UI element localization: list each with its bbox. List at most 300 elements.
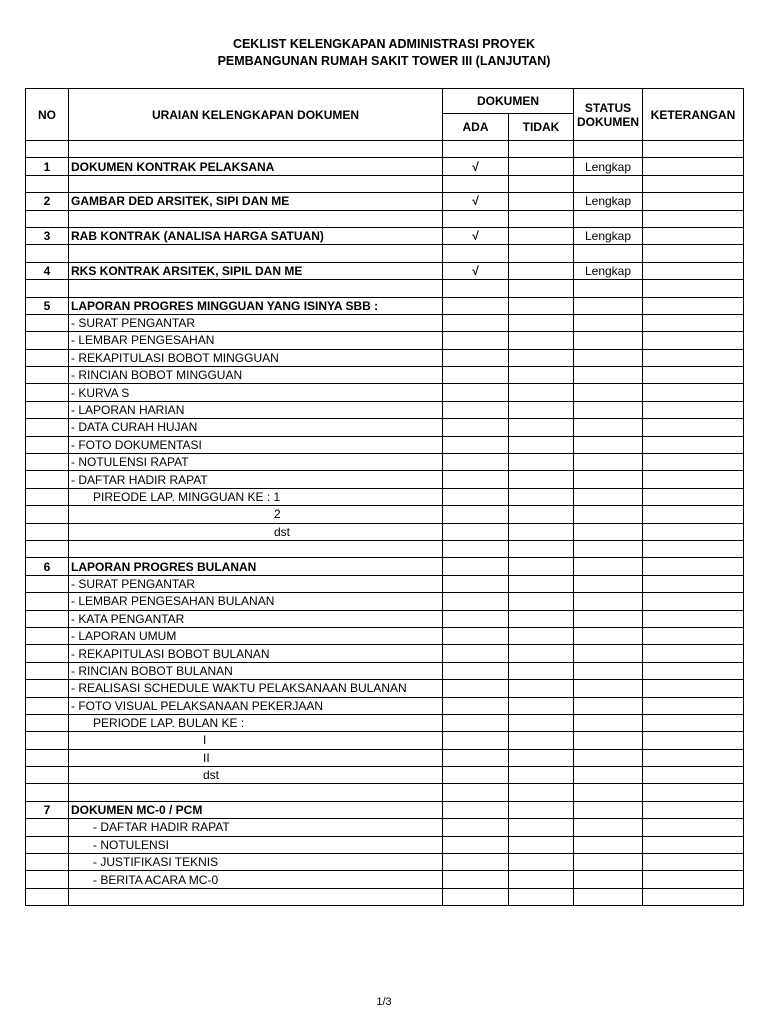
table-row [26,575,744,592]
row-description: - RINCIAN BOBOT MINGGUAN [69,367,443,384]
table-row [26,419,744,436]
row-number [26,349,69,366]
row-tidak [509,314,574,331]
table-row [26,645,744,662]
row-description: - LAPORAN HARIAN [69,401,443,418]
row-ada [443,384,509,401]
row-status: Lengkap [574,193,643,210]
row-keterangan [643,610,744,627]
row-description: - JUSTIFIKASI TEKNIS [69,854,443,871]
row-description: - NOTULENSI RAPAT [69,454,443,471]
row-keterangan [643,575,744,592]
header-status-label: STATUS DOKUMEN [577,100,639,129]
table-row [26,384,744,401]
row-description: - NOTULENSI [69,836,443,853]
row-tidak [509,384,574,401]
row-keterangan [643,749,744,766]
row-description: GAMBAR DED ARSITEK, SIPI DAN ME [69,193,443,210]
row-keterangan [643,540,744,557]
table-row [26,158,744,175]
row-description: PIREODE LAP. MINGGUAN KE : 1 [69,488,443,505]
table-row [26,227,744,244]
row-ada [443,854,509,871]
row-number [26,680,69,697]
table-row [26,871,744,888]
row-status [574,523,643,540]
row-status [574,349,643,366]
table-row [26,714,744,731]
row-keterangan [643,662,744,679]
row-number [26,836,69,853]
row-tidak [509,819,574,836]
row-number [26,506,69,523]
row-number [26,732,69,749]
row-number [26,610,69,627]
row-status [574,175,643,192]
row-tidak [509,523,574,540]
row-number [26,454,69,471]
row-keterangan [643,558,744,575]
row-number [26,210,69,227]
table-row [26,210,744,227]
row-number [26,314,69,331]
row-ada [443,575,509,592]
row-status [574,662,643,679]
row-description: - DAFTAR HADIR RAPAT [69,819,443,836]
row-number [26,593,69,610]
row-tidak [509,488,574,505]
row-number [26,488,69,505]
row-status [574,401,643,418]
table-row [26,836,744,853]
row-status [574,871,643,888]
row-tidak [509,627,574,644]
row-description [69,784,443,801]
row-ada [443,836,509,853]
row-description: - BERITA ACARA MC-0 [69,871,443,888]
row-keterangan [643,801,744,818]
row-number [26,523,69,540]
row-number [26,871,69,888]
checklist-table [25,88,744,906]
row-description [69,210,443,227]
row-ada [443,714,509,731]
row-keterangan [643,627,744,644]
row-ada [443,662,509,679]
header-keterangan: KETERANGAN [643,89,744,141]
row-ada [443,645,509,662]
row-status [574,419,643,436]
row-keterangan [643,419,744,436]
table-row [26,488,744,505]
table-row [26,454,744,471]
row-ada [443,558,509,575]
row-tidak [509,662,574,679]
row-tidak [509,193,574,210]
row-ada: √ [443,227,509,244]
row-keterangan [643,506,744,523]
row-keterangan [643,732,744,749]
row-tidak [509,280,574,297]
row-ada [443,141,509,158]
row-tidak [509,210,574,227]
row-description [69,245,443,262]
row-status [574,488,643,505]
row-tidak [509,697,574,714]
row-number: 5 [26,297,69,314]
row-number [26,384,69,401]
row-keterangan [643,436,744,453]
row-status [574,367,643,384]
row-tidak [509,593,574,610]
row-keterangan [643,819,744,836]
row-keterangan [643,141,744,158]
row-ada [443,680,509,697]
row-tidak [509,471,574,488]
row-keterangan [643,488,744,505]
row-tidak [509,227,574,244]
table-row [26,627,744,644]
header-dokumen: DOKUMEN [443,89,574,114]
row-description: - DAFTAR HADIR RAPAT [69,471,443,488]
row-description [69,888,443,905]
row-tidak [509,436,574,453]
row-ada [443,367,509,384]
row-ada [443,280,509,297]
row-description: - SURAT PENGANTAR [69,314,443,331]
checklist-body [26,141,744,906]
row-tidak [509,854,574,871]
table-row [26,193,744,210]
row-description: RAB KONTRAK (ANALISA HARGA SATUAN) [69,227,443,244]
table-row [26,349,744,366]
row-ada [443,871,509,888]
row-ada [443,436,509,453]
row-description [69,175,443,192]
row-description: II [69,749,443,766]
row-tidak [509,575,574,592]
row-number [26,471,69,488]
row-status [574,314,643,331]
row-description: DOKUMEN MC-0 / PCM [69,801,443,818]
row-keterangan [643,680,744,697]
table-row [26,558,744,575]
row-ada [443,488,509,505]
row-number [26,332,69,349]
row-status [574,714,643,731]
row-tidak [509,401,574,418]
row-number [26,749,69,766]
row-status [574,332,643,349]
row-number [26,436,69,453]
row-number [26,819,69,836]
row-description: - SURAT PENGANTAR [69,575,443,592]
row-tidak [509,367,574,384]
table-row [26,767,744,784]
row-status [574,627,643,644]
row-number [26,784,69,801]
table-row [26,819,744,836]
row-number [26,888,69,905]
row-status: Lengkap [574,227,643,244]
row-status [574,697,643,714]
row-keterangan [643,454,744,471]
row-ada [443,819,509,836]
row-description: I [69,732,443,749]
row-tidak [509,175,574,192]
table-row [26,540,744,557]
table-row [26,245,744,262]
row-ada [443,593,509,610]
row-status [574,436,643,453]
row-status [574,141,643,158]
row-keterangan [643,645,744,662]
table-row [26,749,744,766]
row-tidak [509,836,574,853]
row-status [574,210,643,227]
table-row [26,732,744,749]
row-ada [443,697,509,714]
row-description: PERIODE LAP. BULAN KE : [69,714,443,731]
row-status [574,540,643,557]
table-row [26,506,744,523]
row-tidak [509,610,574,627]
row-number [26,697,69,714]
row-number [26,419,69,436]
row-description: - REKAPITULASI BOBOT MINGGUAN [69,349,443,366]
row-number [26,540,69,557]
row-keterangan [643,854,744,871]
row-description: - RINCIAN BOBOT BULANAN [69,662,443,679]
row-number [26,714,69,731]
row-status [574,454,643,471]
row-status [574,819,643,836]
row-status [574,610,643,627]
table-row [26,141,744,158]
header-no: NO [26,89,69,141]
row-number [26,401,69,418]
header-uraian: URAIAN KELENGKAPAN DOKUMEN [69,89,443,141]
row-status [574,593,643,610]
row-description: - KURVA S [69,384,443,401]
table-row [26,523,744,540]
row-number [26,575,69,592]
row-status: Lengkap [574,158,643,175]
row-tidak [509,645,574,662]
row-keterangan [643,262,744,279]
row-status [574,575,643,592]
table-row [26,314,744,331]
row-tidak [509,349,574,366]
row-description: LAPORAN PROGRES MINGGUAN YANG ISINYA SBB : [69,297,443,314]
row-number: 7 [26,801,69,818]
row-description: - LEMBAR PENGESAHAN [69,332,443,349]
row-tidak [509,454,574,471]
row-keterangan [643,297,744,314]
row-description [69,540,443,557]
row-tidak [509,262,574,279]
row-ada [443,506,509,523]
row-status [574,680,643,697]
row-status: Lengkap [574,262,643,279]
row-status [574,854,643,871]
row-status [574,888,643,905]
title-line-2: PEMBANGUNAN RUMAH SAKIT TOWER III (LANJUTAN) [217,54,551,68]
row-ada [443,610,509,627]
table-row [26,367,744,384]
table-row [26,332,744,349]
row-tidak [509,558,574,575]
row-tidak [509,506,574,523]
header-ada: ADA [443,114,509,141]
row-status [574,506,643,523]
row-ada [443,245,509,262]
row-description [69,280,443,297]
table-row [26,593,744,610]
row-ada [443,314,509,331]
table-row [26,436,744,453]
row-ada [443,627,509,644]
row-number: 3 [26,227,69,244]
row-description: dst [69,523,443,540]
header-tidak: TIDAK [509,114,574,141]
row-keterangan [643,767,744,784]
row-ada [443,401,509,418]
row-status [574,645,643,662]
row-keterangan [643,158,744,175]
row-ada: √ [443,193,509,210]
table-row [26,854,744,871]
row-tidak [509,714,574,731]
row-tidak [509,888,574,905]
row-description: - LAPORAN UMUM [69,627,443,644]
row-tidak [509,419,574,436]
row-tidak [509,297,574,314]
table-row [26,280,744,297]
row-ada [443,349,509,366]
table-row [26,662,744,679]
table-row [26,471,744,488]
row-keterangan [643,836,744,853]
row-status [574,749,643,766]
row-number [26,662,69,679]
row-description: - FOTO VISUAL PELAKSANAAN PEKERJAAN [69,697,443,714]
row-keterangan [643,227,744,244]
row-status [574,767,643,784]
row-tidak [509,767,574,784]
table-row [26,888,744,905]
row-description: LAPORAN PROGRES BULANAN [69,558,443,575]
row-keterangan [643,245,744,262]
row-tidak [509,871,574,888]
row-number [26,645,69,662]
row-tidak [509,749,574,766]
row-description: - KATA PENGANTAR [69,610,443,627]
row-tidak [509,158,574,175]
row-number [26,627,69,644]
table-row [26,801,744,818]
header-status [574,89,643,141]
row-tidak [509,680,574,697]
row-keterangan [643,697,744,714]
row-status [574,280,643,297]
row-keterangan [643,401,744,418]
document-title [0,36,768,70]
row-ada [443,801,509,818]
row-status [574,297,643,314]
row-keterangan [643,471,744,488]
row-status [574,471,643,488]
row-keterangan [643,349,744,366]
row-ada [443,419,509,436]
row-ada [443,732,509,749]
row-tidak [509,784,574,801]
row-tidak [509,732,574,749]
row-keterangan [643,210,744,227]
row-ada [443,210,509,227]
row-number [26,280,69,297]
row-number [26,245,69,262]
row-description: - REKAPITULASI BOBOT BULANAN [69,645,443,662]
row-ada [443,749,509,766]
row-ada: √ [443,262,509,279]
title-line-1: CEKLIST KELENGKAPAN ADMINISTRASI PROYEK [232,37,536,51]
row-keterangan [643,175,744,192]
row-ada [443,297,509,314]
row-keterangan [643,784,744,801]
row-tidak [509,141,574,158]
row-description: - LEMBAR PENGESAHAN BULANAN [69,593,443,610]
row-description: dst [69,767,443,784]
row-tidak [509,245,574,262]
row-keterangan [643,332,744,349]
row-keterangan [643,193,744,210]
row-status [574,801,643,818]
row-number: 1 [26,158,69,175]
row-ada [443,523,509,540]
row-number [26,854,69,871]
row-status [574,384,643,401]
row-keterangan [643,888,744,905]
row-ada [443,471,509,488]
row-status [574,784,643,801]
row-number: 4 [26,262,69,279]
row-description: - DATA CURAH HUJAN [69,419,443,436]
table-row [26,697,744,714]
row-ada [443,767,509,784]
row-number: 2 [26,193,69,210]
row-number [26,175,69,192]
row-number [26,141,69,158]
row-description: DOKUMEN KONTRAK PELAKSANA [69,158,443,175]
row-tidak [509,801,574,818]
row-status [574,732,643,749]
row-ada [443,784,509,801]
row-tidak [509,332,574,349]
row-keterangan [643,314,744,331]
table-row [26,610,744,627]
table-row [26,401,744,418]
row-description: - FOTO DOKUMENTASI [69,436,443,453]
row-description: RKS KONTRAK ARSITEK, SIPIL DAN ME [69,262,443,279]
table-row [26,262,744,279]
row-ada [443,540,509,557]
row-ada [443,888,509,905]
row-number [26,767,69,784]
row-keterangan [643,280,744,297]
row-keterangan [643,871,744,888]
row-keterangan [643,593,744,610]
